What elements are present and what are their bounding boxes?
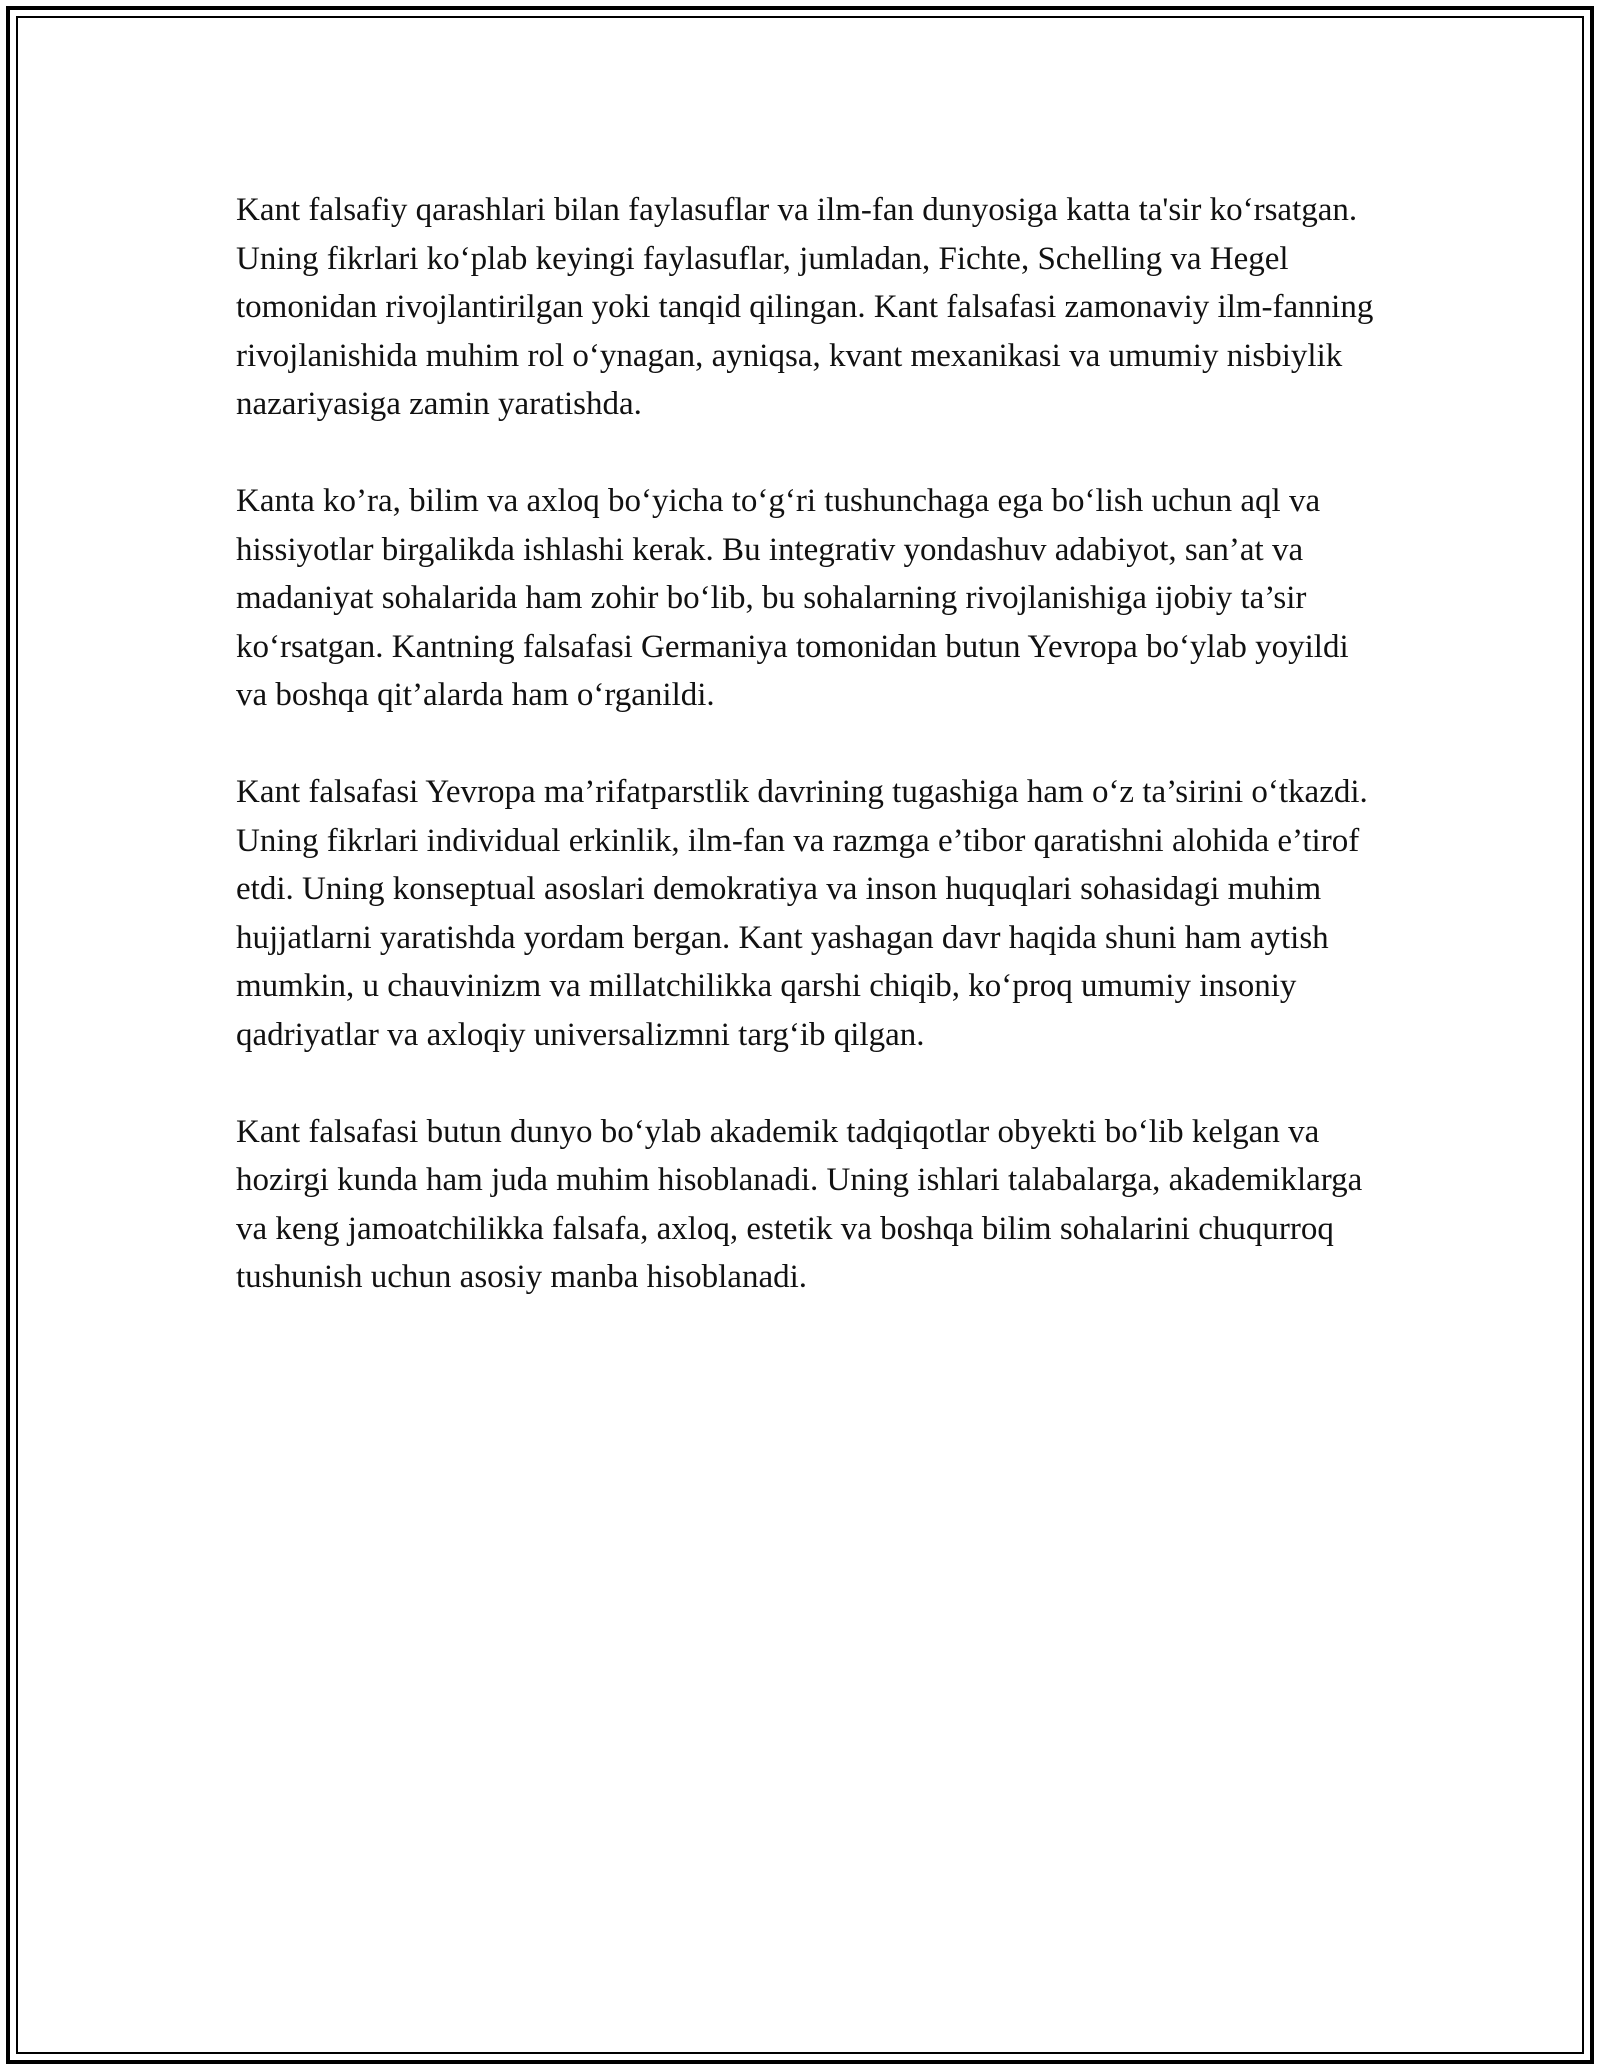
paragraph-3: Kant falsafasi Yevropa ma’rifatparstlik davrining tugashiga ham o‘z ta’sirini o‘tkazdi. Uning fikrlari individual erkinlik, ilm-fan va razmga e’tibor qaratishni alohida e’tirof etdi. Uning konseptual asoslari demokratiya va inson huquqlari sohasidagi muhim hujjatlarni yaratishda yordam bergan. Kant yashagan davr haqida shuni ham aytish mumkin, u chauvinizm va millatchilikka qarshi chiqib, ko‘proq umumiy insoniy qadriyatlar va axloqiy universalizmni targ‘ib qilgan. [236,774,1368,1053]
paragraph-2: Kanta ko’ra, bilim va axloq bo‘yicha to‘g‘ri tushunchaga ega bo‘lish uchun aql va hissiyotlar birgalikda ishlashi kerak. Bu integrativ yondashuv adabiyot, san’at va madaniyat sohalarida ham zohir bo‘lib, bu sohalarning rivojlanishiga ijobiy ta’sir ko‘rsatgan. Kantning falsafasi Germaniya tomonidan butun Yevropa bo‘ylab yoyildi va boshqa qit’alarda ham o‘rganildi. [236,483,1349,713]
document-body [236,186,1376,1350]
paragraph-1: Kant falsafiy qarashlari bilan faylasuflar va ilm-fan dunyosiga katta ta'sir ko‘rsatgan. Uning fikrlari ko‘plab keyingi faylasuflar, jumladan, Fichte, Schelling va Hegel tomonidan rivojlantirilgan yoki tanqid qilingan. Kant falsafasi zamonaviy ilm-fanning rivojlanishida muhim rol o‘ynagan, ayniqsa, kvant mexanikasi va umumiy nisbiylik nazariyasiga zamin yaratishda. [236,192,1374,422]
paragraph-4: Kant falsafasi butun dunyo bo‘ylab akademik tadqiqotlar obyekti bo‘lib kelgan va hozirgi kunda ham juda muhim hisoblanadi. Uning ishlari talabalarga, akademiklarga va keng jamoatchilikka falsafa, axloq, estetik va boshqa bilim sohalarini chuqurroq tushunish uchun asosiy manba hisoblanadi. [236,1113,1363,1295]
